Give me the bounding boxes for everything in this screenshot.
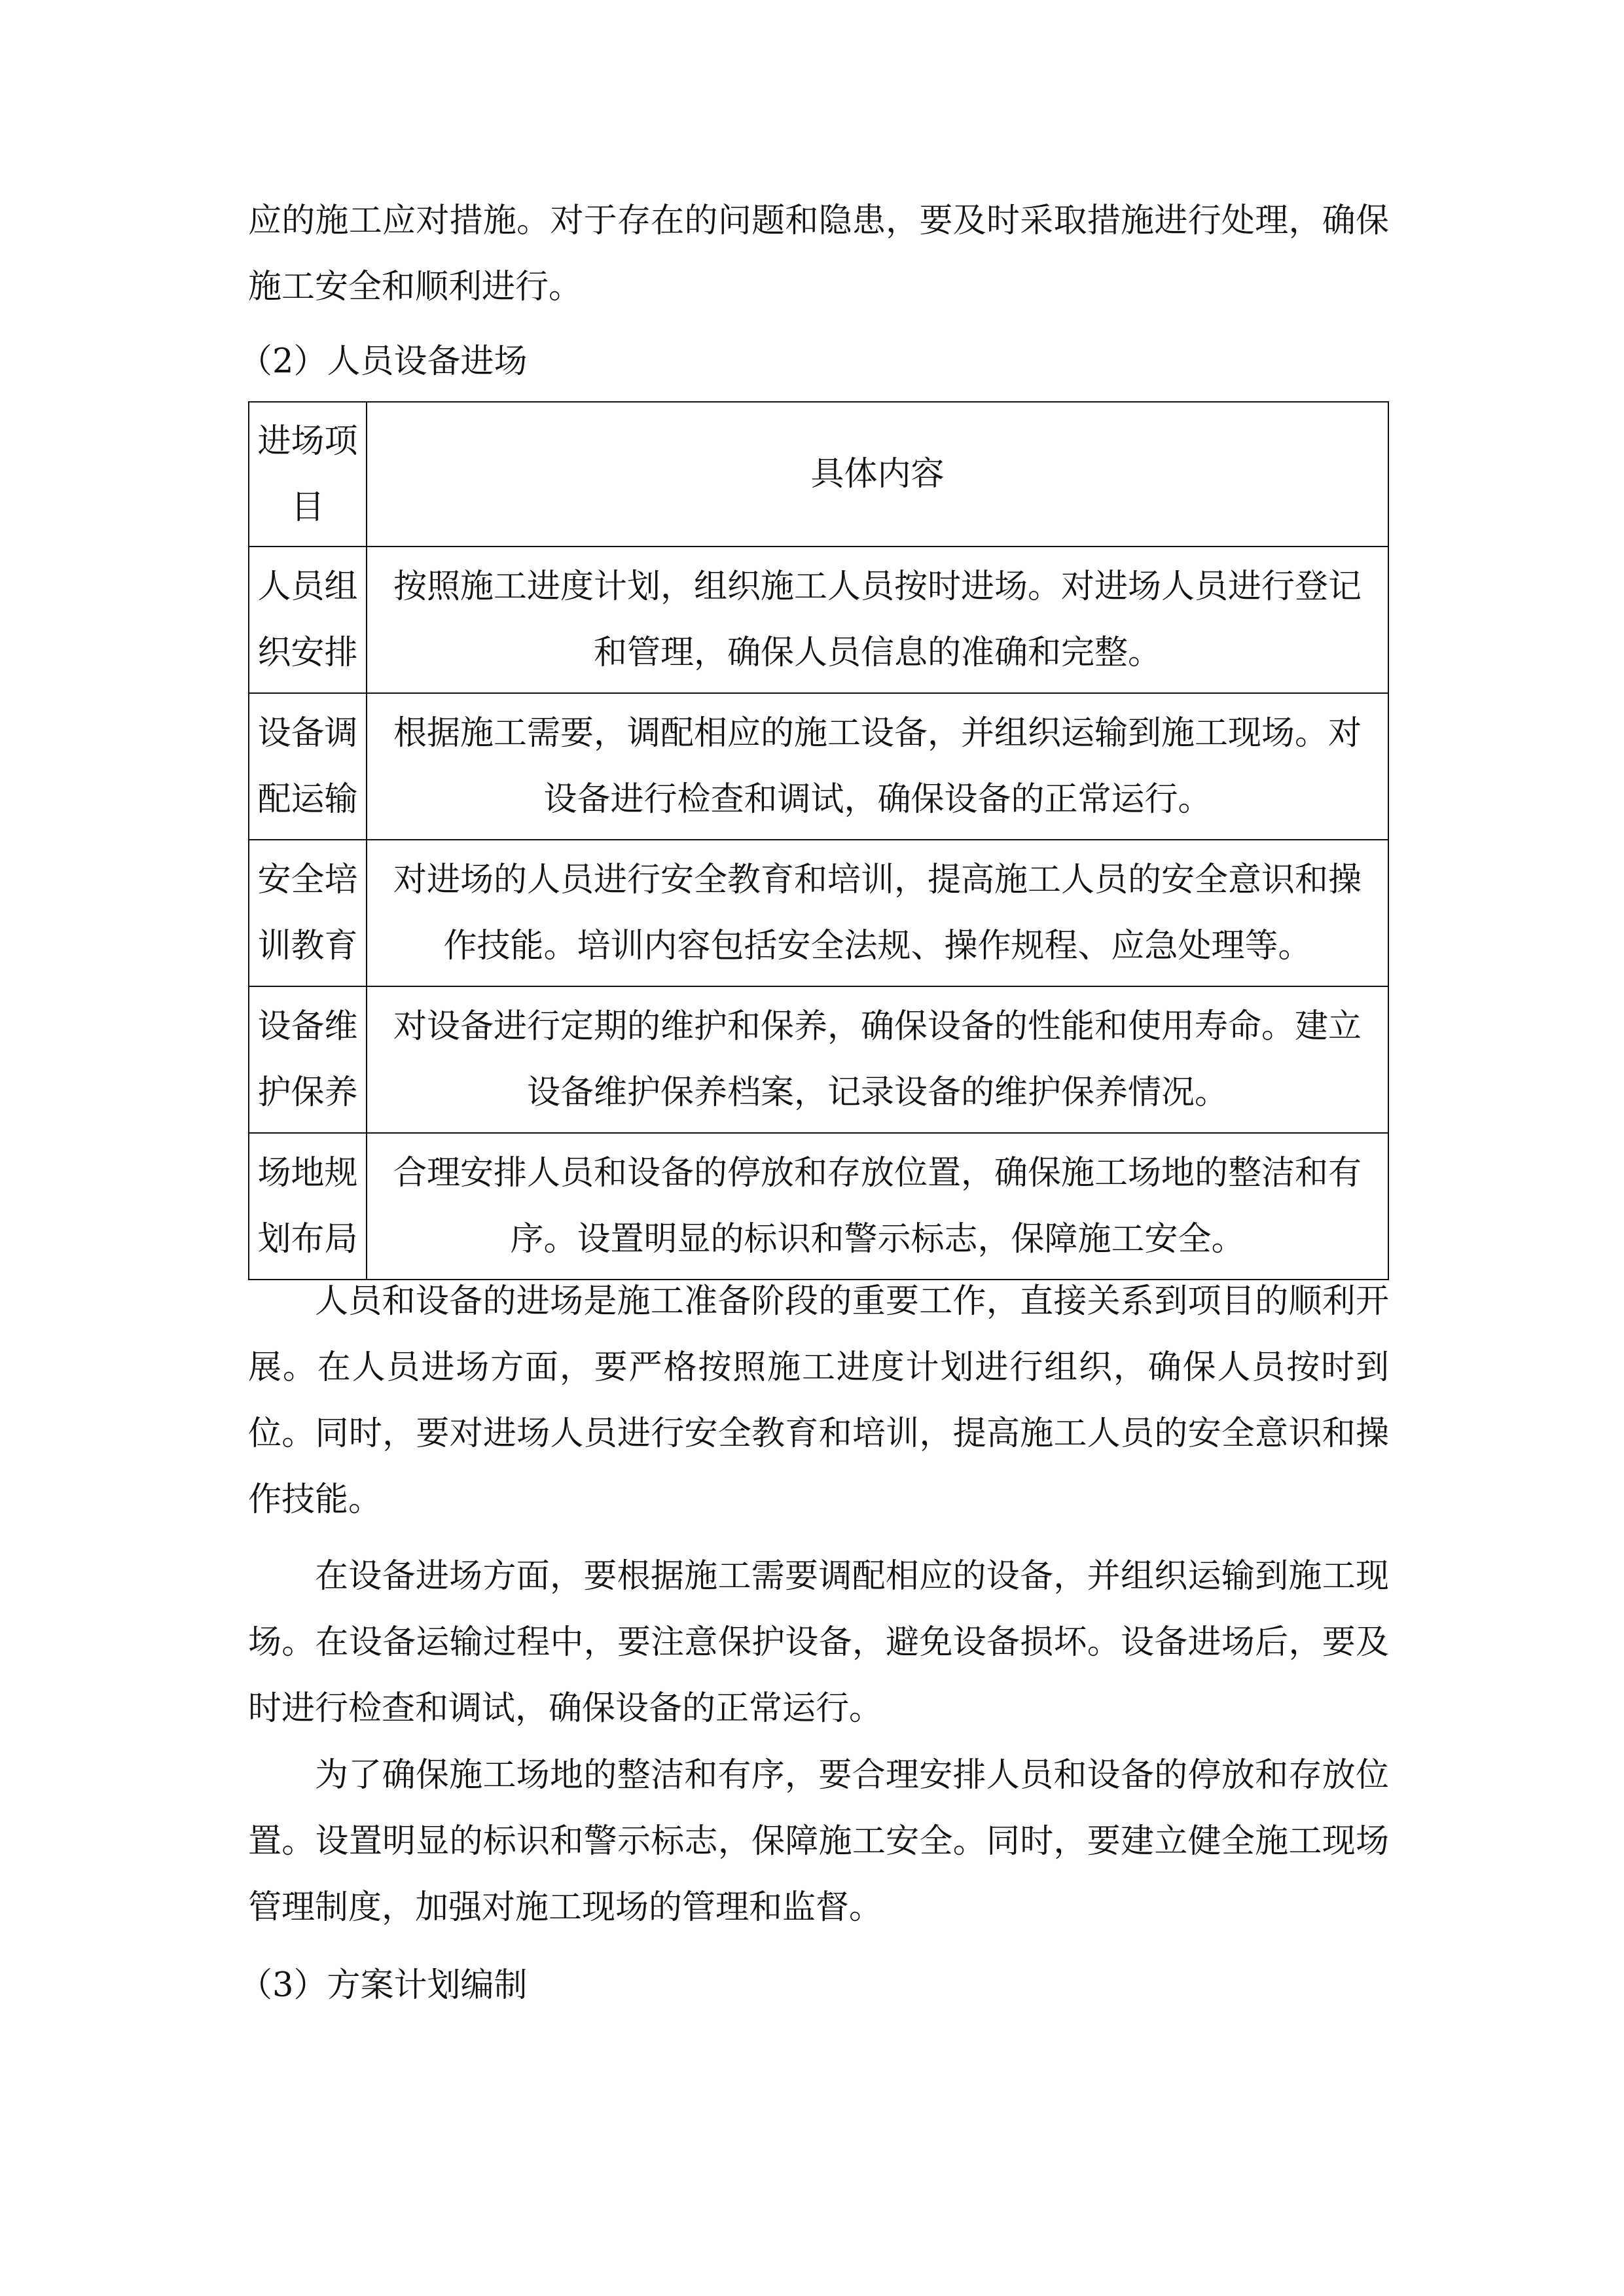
body-paragraph: 人员和设备的进场是施工准备阶段的重要工作，直接关系到项目的顺利开展。在人员进场方面，要严格按照施工进度计划进行组织，确保人员按时到位。同时，要对进场人员进行安全教育和培训，提高施工人员的安全意识和操作技能。: [248, 1282, 1389, 1519]
row-content: 对进场的人员进行安全教育和培训，提高施工人员的安全意识和操作技能。培训内容包括安全法规、操作规程、应急处理等。: [367, 840, 1388, 986]
header-item: 进场项目: [249, 402, 367, 547]
table-row: [249, 986, 1388, 1133]
row-item: 设备调配运输: [249, 693, 367, 840]
table-row: [249, 1133, 1388, 1280]
section-heading-3: （3）方案计划编制: [239, 1966, 528, 2005]
body-paragraph: 在设备进场方面，要根据施工需要调配相应的设备，并组织运输到施工现场。在设备运输过程中，要注意保护设备，避免设备损坏。设备进场后，要及时进行检查和调试，确保设备的正常运行。: [248, 1557, 1389, 1728]
intro-paragraph: 应的施工应对措施。对于存在的问题和隐患，要及时采取措施进行处理，确保施工安全和顺利进行。: [248, 202, 1389, 306]
body-paragraph: 为了确保施工场地的整洁和有序，要合理安排人员和设备的停放和存放位置。设置明显的标识和警示标志，保障施工安全。同时，要建立健全施工现场管理制度，加强对施工现场的管理和监督。: [248, 1756, 1389, 1927]
table-row: [249, 547, 1388, 693]
row-content: 按照施工进度计划，组织施工人员按时进场。对进场人员进行登记和管理，确保人员信息的准确和完整。: [367, 547, 1388, 693]
row-item: 场地规划布局: [249, 1133, 367, 1280]
row-content: 对设备进行定期的维护和保养，确保设备的性能和使用寿命。建立设备维护保养档案，记录设备的维护保养情况。: [367, 986, 1388, 1133]
row-item: 人员组织安排: [249, 547, 367, 693]
row-content: 合理安排人员和设备的停放和存放位置，确保施工场地的整洁和有序。设置明显的标识和警示标志，保障施工安全。: [367, 1133, 1388, 1280]
section-heading-2: （2）人员设备进场: [239, 342, 528, 381]
table-row: [249, 693, 1388, 840]
table-header-row: [249, 402, 1388, 547]
entry-table: [248, 401, 1389, 1280]
row-item: 安全培训教育: [249, 840, 367, 986]
header-content: 具体内容: [367, 402, 1388, 547]
row-item: 设备维护保养: [249, 986, 367, 1133]
table-row: [249, 840, 1388, 986]
row-content: 根据施工需要，调配相应的施工设备，并组织运输到施工现场。对设备进行检查和调试，确保设备的正常运行。: [367, 693, 1388, 840]
